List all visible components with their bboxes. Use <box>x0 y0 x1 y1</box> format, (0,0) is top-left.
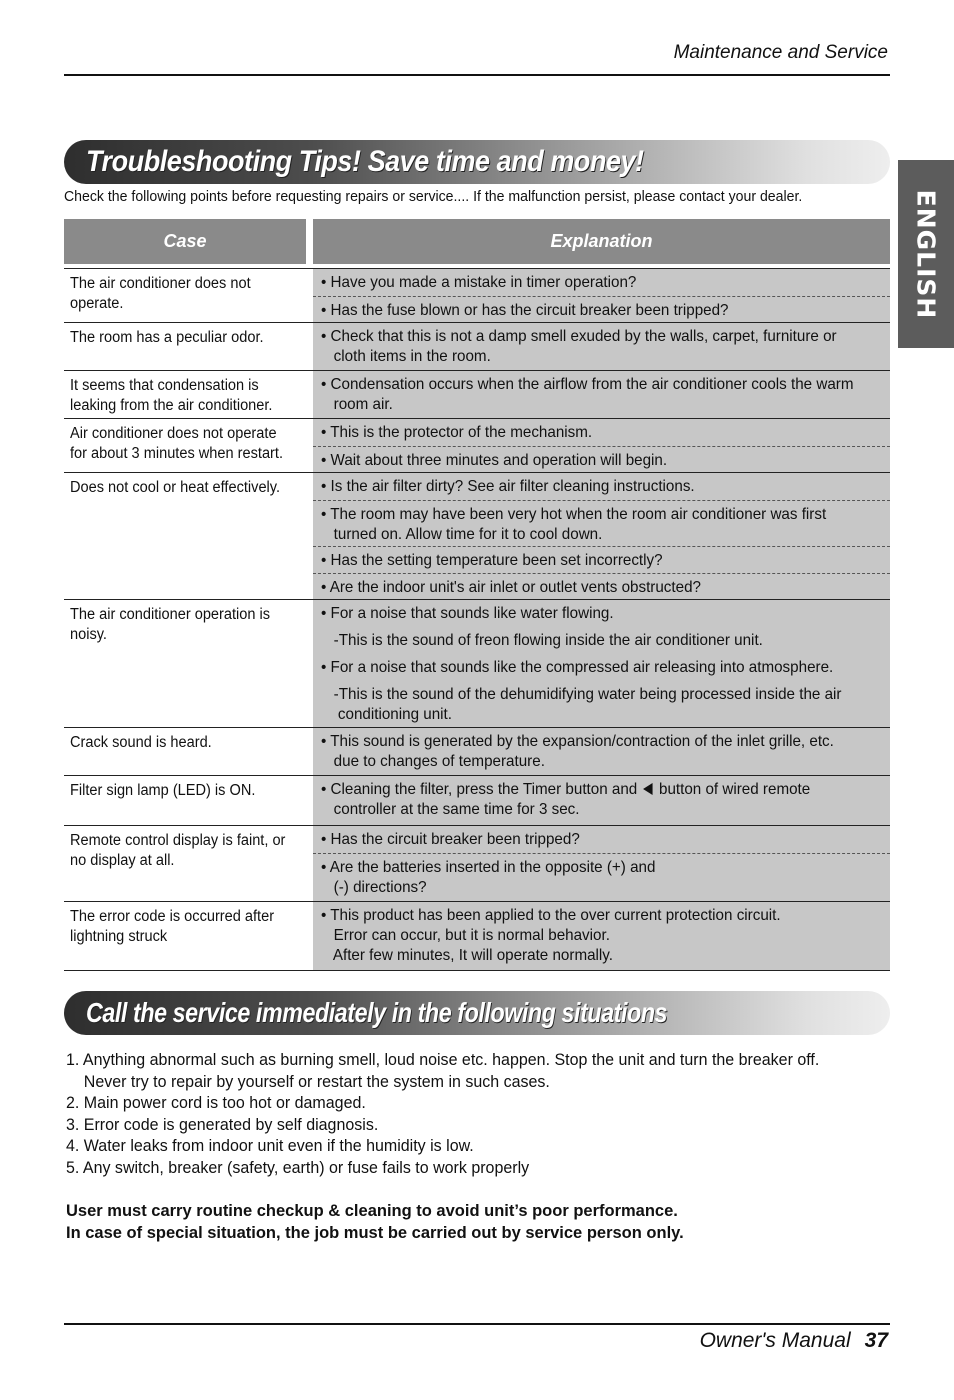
list-item: 5. Any switch, breaker (safety, earth) or fuse fails to work properly <box>66 1158 530 1177</box>
explanation-item <box>313 446 890 472</box>
language-tab <box>898 160 954 348</box>
table-row <box>64 268 890 322</box>
case-text: The room has a peculiar odor. <box>70 329 264 346</box>
case-text: Does not cool or heat effectively. <box>70 479 281 496</box>
case-cell <box>64 371 306 418</box>
explanation-text: • Has the circuit breaker been tripped? <box>321 831 580 848</box>
explanation-text: -This is the sound of the dehumidifying water being processed inside the air <box>321 686 842 703</box>
explanation-cell <box>313 728 890 775</box>
case-cell <box>64 323 306 370</box>
troubleshooting-banner <box>64 140 890 184</box>
case-text: Filter sign lamp (LED) is ON. <box>70 782 256 799</box>
explanation-text: room air. <box>321 396 393 413</box>
table-row <box>64 472 890 599</box>
explanation-item <box>313 419 890 446</box>
table-row <box>64 901 890 971</box>
explanation-item <box>313 681 890 727</box>
column-gap <box>306 902 313 970</box>
explanation-item <box>313 269 890 296</box>
note-line: In case of special situation, the job must be carried out by service person only. <box>66 1223 684 1242</box>
explanation-text: • Have you made a mistake in timer operation? <box>321 274 637 291</box>
explanation-cell <box>313 902 890 970</box>
explanation-item <box>313 323 890 370</box>
column-gap <box>306 371 313 418</box>
explanation-item <box>313 600 890 627</box>
explanation-text: turned on. Allow time for it to cool down. <box>321 526 603 543</box>
explanation-text: cloth items in the room. <box>321 348 491 365</box>
explanation-item <box>313 500 890 546</box>
explanation-text: conditioning unit. <box>321 706 452 723</box>
table-row <box>64 418 890 472</box>
explanation-text: • This sound is generated by the expansion/contraction of the inlet grille, etc. <box>321 733 834 750</box>
case-text: Crack sound is heard. <box>70 734 212 751</box>
explanation-text: button of wired remote <box>654 781 811 798</box>
case-text: for about 3 minutes when restart. <box>70 445 283 462</box>
explanation-item <box>313 473 890 500</box>
case-cell <box>64 902 306 970</box>
case-cell <box>64 473 306 599</box>
case-cell <box>64 776 306 825</box>
column-gap <box>306 269 313 322</box>
explanation-text: • Has the fuse blown or has the circuit breaker been tripped? <box>321 302 729 319</box>
case-cell <box>64 600 306 727</box>
explanation-cell <box>313 269 890 322</box>
explanation-item <box>313 371 890 418</box>
troubleshooting-title: Troubleshooting Tips! Save time and money! <box>86 145 644 178</box>
explanation-cell <box>313 826 890 901</box>
service-notes <box>66 1201 684 1244</box>
explanation-text: • Condensation occurs when the airflow from the air conditioner cools the warm <box>321 376 854 393</box>
explanation-text: • Are the batteries inserted in the opposite (+) and <box>321 859 656 876</box>
case-cell <box>64 269 306 322</box>
explanation-text: • Is the air filter dirty? See air filter cleaning instructions. <box>321 478 695 495</box>
explanation-text: • This is the protector of the mechanism. <box>321 424 593 441</box>
column-gap <box>306 323 313 370</box>
column-gap <box>306 600 313 727</box>
service-title: Call the service immediately in the following situations <box>86 997 668 1028</box>
explanation-text: • This product has been applied to the over current protection circuit. <box>321 907 781 924</box>
column-gap <box>306 728 313 775</box>
list-item: Never try to repair by yourself or restart the system in such cases. <box>66 1072 550 1091</box>
column-gap <box>306 419 313 472</box>
troubleshooting-table <box>64 268 890 971</box>
explanation-text: • Wait about three minutes and operation will begin. <box>321 452 668 469</box>
explanation-text: • Cleaning the filter, press the Timer button and <box>321 781 642 798</box>
explanation-cell <box>313 600 890 727</box>
table-row <box>64 599 890 727</box>
case-text: operate. <box>70 295 124 312</box>
case-cell <box>64 728 306 775</box>
explanation-column-header: Explanation <box>313 219 890 264</box>
explanation-cell <box>313 371 890 418</box>
explanation-text: • Are the indoor unit's air inlet or outlet vents obstructed? <box>321 579 701 596</box>
explanation-item <box>313 853 890 901</box>
page-footer <box>700 1329 888 1353</box>
case-text: Air conditioner does not operate <box>70 425 277 442</box>
case-cell <box>64 826 306 901</box>
footer-divider <box>64 1323 890 1325</box>
language-tab-label: ENGLISH <box>911 189 941 319</box>
explanation-text: due to changes of temperature. <box>321 753 545 770</box>
explanation-cell <box>313 419 890 472</box>
explanation-text: • Check that this is not a damp smell exuded by the walls, carpet, furniture or <box>321 328 837 345</box>
table-row <box>64 775 890 825</box>
section-title: Maintenance and Service <box>673 42 888 63</box>
explanation-item <box>313 728 890 775</box>
list-item: 2. Main power cord is too hot or damaged. <box>66 1094 366 1113</box>
troubleshooting-intro: Check the following points before requesting repairs or service.... If the malfunction persist, please contact your dealer. <box>64 188 803 205</box>
left-arrow-icon <box>643 783 653 795</box>
case-text: The air conditioner does not <box>70 275 251 292</box>
explanation-text: • The room may have been very hot when the room air conditioner was first <box>321 506 827 523</box>
explanation-text: -This is the sound of freon flowing inside the air conditioner unit. <box>321 632 763 649</box>
case-text: noisy. <box>70 626 107 643</box>
explanation-text: (-) directions? <box>321 879 427 896</box>
explanation-text: Error can occur, but it is normal behavior. <box>321 927 610 944</box>
explanation-item <box>313 296 890 322</box>
explanation-text: controller at the same time for 3 sec. <box>321 801 580 818</box>
list-item: 1. Anything abnormal such as burning smell, loud noise etc. happen. Stop the unit and turn the breaker off. <box>66 1051 820 1069</box>
column-gap <box>306 826 313 901</box>
explanation-text: • For a noise that sounds like the compressed air releasing into atmosphere. <box>321 659 834 676</box>
column-gap <box>306 473 313 599</box>
header-divider <box>64 74 890 76</box>
case-text: lightning struck <box>70 928 168 945</box>
explanation-item <box>313 654 890 681</box>
explanation-cell <box>313 776 890 825</box>
explanation-item <box>313 546 890 573</box>
table-row <box>64 370 890 418</box>
explanation-item <box>313 573 890 599</box>
case-column-header: Case <box>64 219 306 264</box>
case-text: The air conditioner operation is <box>70 606 271 623</box>
explanation-item <box>313 902 890 970</box>
column-gap <box>306 776 313 825</box>
explanation-text: • For a noise that sounds like water flowing. <box>321 605 614 622</box>
table-row <box>64 727 890 775</box>
explanation-text: • Has the setting temperature been set incorrectly? <box>321 552 663 569</box>
explanation-item <box>313 627 890 654</box>
note-line: User must carry routine checkup & cleaning to avoid unit’s poor performance. <box>66 1202 678 1220</box>
explanation-item <box>313 776 890 825</box>
table-row <box>64 825 890 901</box>
case-text: Remote control display is faint, or <box>70 832 286 849</box>
explanation-cell <box>313 323 890 370</box>
case-text: leaking from the air conditioner. <box>70 397 273 414</box>
case-cell <box>64 419 306 472</box>
case-text: It seems that condensation is <box>70 377 259 394</box>
table-row <box>64 322 890 370</box>
case-text: The error code is occurred after <box>70 908 275 925</box>
list-item: 4. Water leaks from indoor unit even if the humidity is low. <box>66 1137 474 1156</box>
explanation-text: After few minutes, It will operate normally. <box>321 947 614 964</box>
manual-title: Owner's Manual <box>699 1329 851 1352</box>
case-text: no display at all. <box>70 852 175 869</box>
service-situations-list <box>66 1050 843 1180</box>
explanation-item <box>313 826 890 853</box>
explanation-cell <box>313 473 890 599</box>
service-banner <box>64 991 890 1035</box>
page-number: 37 <box>864 1329 888 1352</box>
list-item: 3. Error code is generated by self diagnosis. <box>66 1115 379 1134</box>
